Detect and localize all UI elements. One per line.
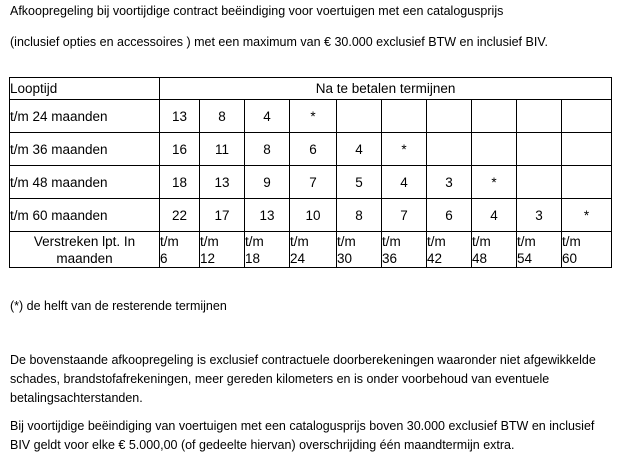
row-label: t/m 24 maanden <box>10 100 160 133</box>
footer-cell-top: t/m <box>160 233 179 249</box>
footer-cell-bottom: 60 <box>562 250 578 266</box>
table-cell: 4 <box>245 100 290 133</box>
table-cell: 18 <box>160 166 200 199</box>
footer-cell-top: t/m <box>245 233 264 249</box>
footer-cell-top: t/m <box>337 233 356 249</box>
table-row <box>10 133 612 166</box>
paragraph-surcharge: Bij voortijdige beëindiging van voertuigen met een catalogusprijs boven 30.000 exclusief BTW en inclusief BIV geldt voor elke € 5.000,00 (of gedeelte hiervan) overschrijding één maandtermijn extra. <box>10 419 595 452</box>
table-row <box>10 100 612 133</box>
row-label: t/m 60 maanden <box>10 199 160 232</box>
table-cell: 8 <box>200 100 245 133</box>
table-cell: 11 <box>200 133 245 166</box>
table-header-row <box>10 78 612 100</box>
table-cell: 10 <box>290 199 337 232</box>
footer-cell <box>200 232 245 268</box>
table-footer-row <box>10 232 612 268</box>
footer-label <box>10 232 160 268</box>
table-cell: * <box>290 100 337 133</box>
footer-cell <box>245 232 290 268</box>
footer-cell-bottom: 54 <box>517 250 533 266</box>
footer-cell-top: t/m <box>472 233 491 249</box>
footer-cell <box>427 232 472 268</box>
footer-cell-top: t/m <box>562 233 581 249</box>
footer-cell <box>382 232 427 268</box>
table-cell: 3 <box>427 166 472 199</box>
footer-cell-top: t/m <box>290 233 309 249</box>
footer-cell <box>160 232 200 268</box>
table-cell <box>427 100 472 133</box>
table-cell: 17 <box>200 199 245 232</box>
heading-line-2: (inclusief opties en accessoires ) met een maximum van € 30.000 exclusief BTW en inclusief BIV. <box>10 35 548 49</box>
table-cell: 13 <box>200 166 245 199</box>
table-cell: 16 <box>160 133 200 166</box>
table-cell: 22 <box>160 199 200 232</box>
table-cell <box>517 166 562 199</box>
footer-cell-bottom: 6 <box>160 250 168 266</box>
table-cell <box>382 100 427 133</box>
table-cell: 13 <box>160 100 200 133</box>
footnote: (*) de helft van de resterende termijnen <box>10 299 227 313</box>
footer-cell-bottom: 24 <box>290 250 306 266</box>
table-cell: 7 <box>290 166 337 199</box>
footer-cell-bottom: 30 <box>337 250 353 266</box>
footer-label-line-1: Verstreken lpt. In <box>33 233 136 249</box>
heading-line-1: Afkoopregeling bij voortijdige contract beëindiging voor voertuigen met een catalogusprijs <box>10 4 504 18</box>
table-cell <box>562 166 612 199</box>
table-cell: 5 <box>337 166 382 199</box>
footer-cell-bottom: 48 <box>472 250 488 266</box>
table-cell: * <box>562 199 612 232</box>
table-cell: 8 <box>245 133 290 166</box>
table-cell: * <box>472 166 517 199</box>
table-cell: 4 <box>337 133 382 166</box>
table-cell: 7 <box>382 199 427 232</box>
footer-cell <box>517 232 562 268</box>
footer-cell-top: t/m <box>427 233 446 249</box>
afkoop-table <box>9 77 612 268</box>
paragraph-exclusions: De bovenstaande afkoopregeling is exclusief contractuele doorberekeningen waaronder niet afgewikkelde schades, brandstofafrekeningen, meer gereden kilometers en is onder voorbehoud van eventuele betalingsachterstanden. <box>10 353 596 405</box>
footer-cell <box>472 232 517 268</box>
table-cell: 3 <box>517 199 562 232</box>
footer-cell-top: t/m <box>200 233 219 249</box>
footer-cell <box>337 232 382 268</box>
footer-cell-bottom: 18 <box>245 250 261 266</box>
header-termijnen: Na te betalen termijnen <box>160 78 612 100</box>
table-cell: 4 <box>472 199 517 232</box>
table-cell <box>472 133 517 166</box>
table-cell <box>562 100 612 133</box>
table-row <box>10 199 612 232</box>
table-cell: 6 <box>427 199 472 232</box>
table-cell <box>337 100 382 133</box>
row-label: t/m 48 maanden <box>10 166 160 199</box>
table-cell <box>427 133 472 166</box>
table-cell: 9 <box>245 166 290 199</box>
table-cell: 4 <box>382 166 427 199</box>
footer-cell <box>290 232 337 268</box>
footer-cell-bottom: 12 <box>200 250 216 266</box>
footer-cell-bottom: 36 <box>382 250 398 266</box>
table-cell: 8 <box>337 199 382 232</box>
table-cell: * <box>382 133 427 166</box>
footer-cell <box>562 232 612 268</box>
table-cell: 6 <box>290 133 337 166</box>
row-label: t/m 36 maanden <box>10 133 160 166</box>
table-cell: 13 <box>245 199 290 232</box>
table-cell <box>517 100 562 133</box>
table-cell <box>562 133 612 166</box>
table-cell <box>472 100 517 133</box>
table-row <box>10 166 612 199</box>
footer-cell-top: t/m <box>517 233 536 249</box>
footer-cell-top: t/m <box>382 233 401 249</box>
footer-cell-bottom: 42 <box>427 250 443 266</box>
header-looptijd: Looptijd <box>10 78 160 100</box>
table-cell <box>517 133 562 166</box>
footer-label-line-2: maanden <box>56 250 113 266</box>
